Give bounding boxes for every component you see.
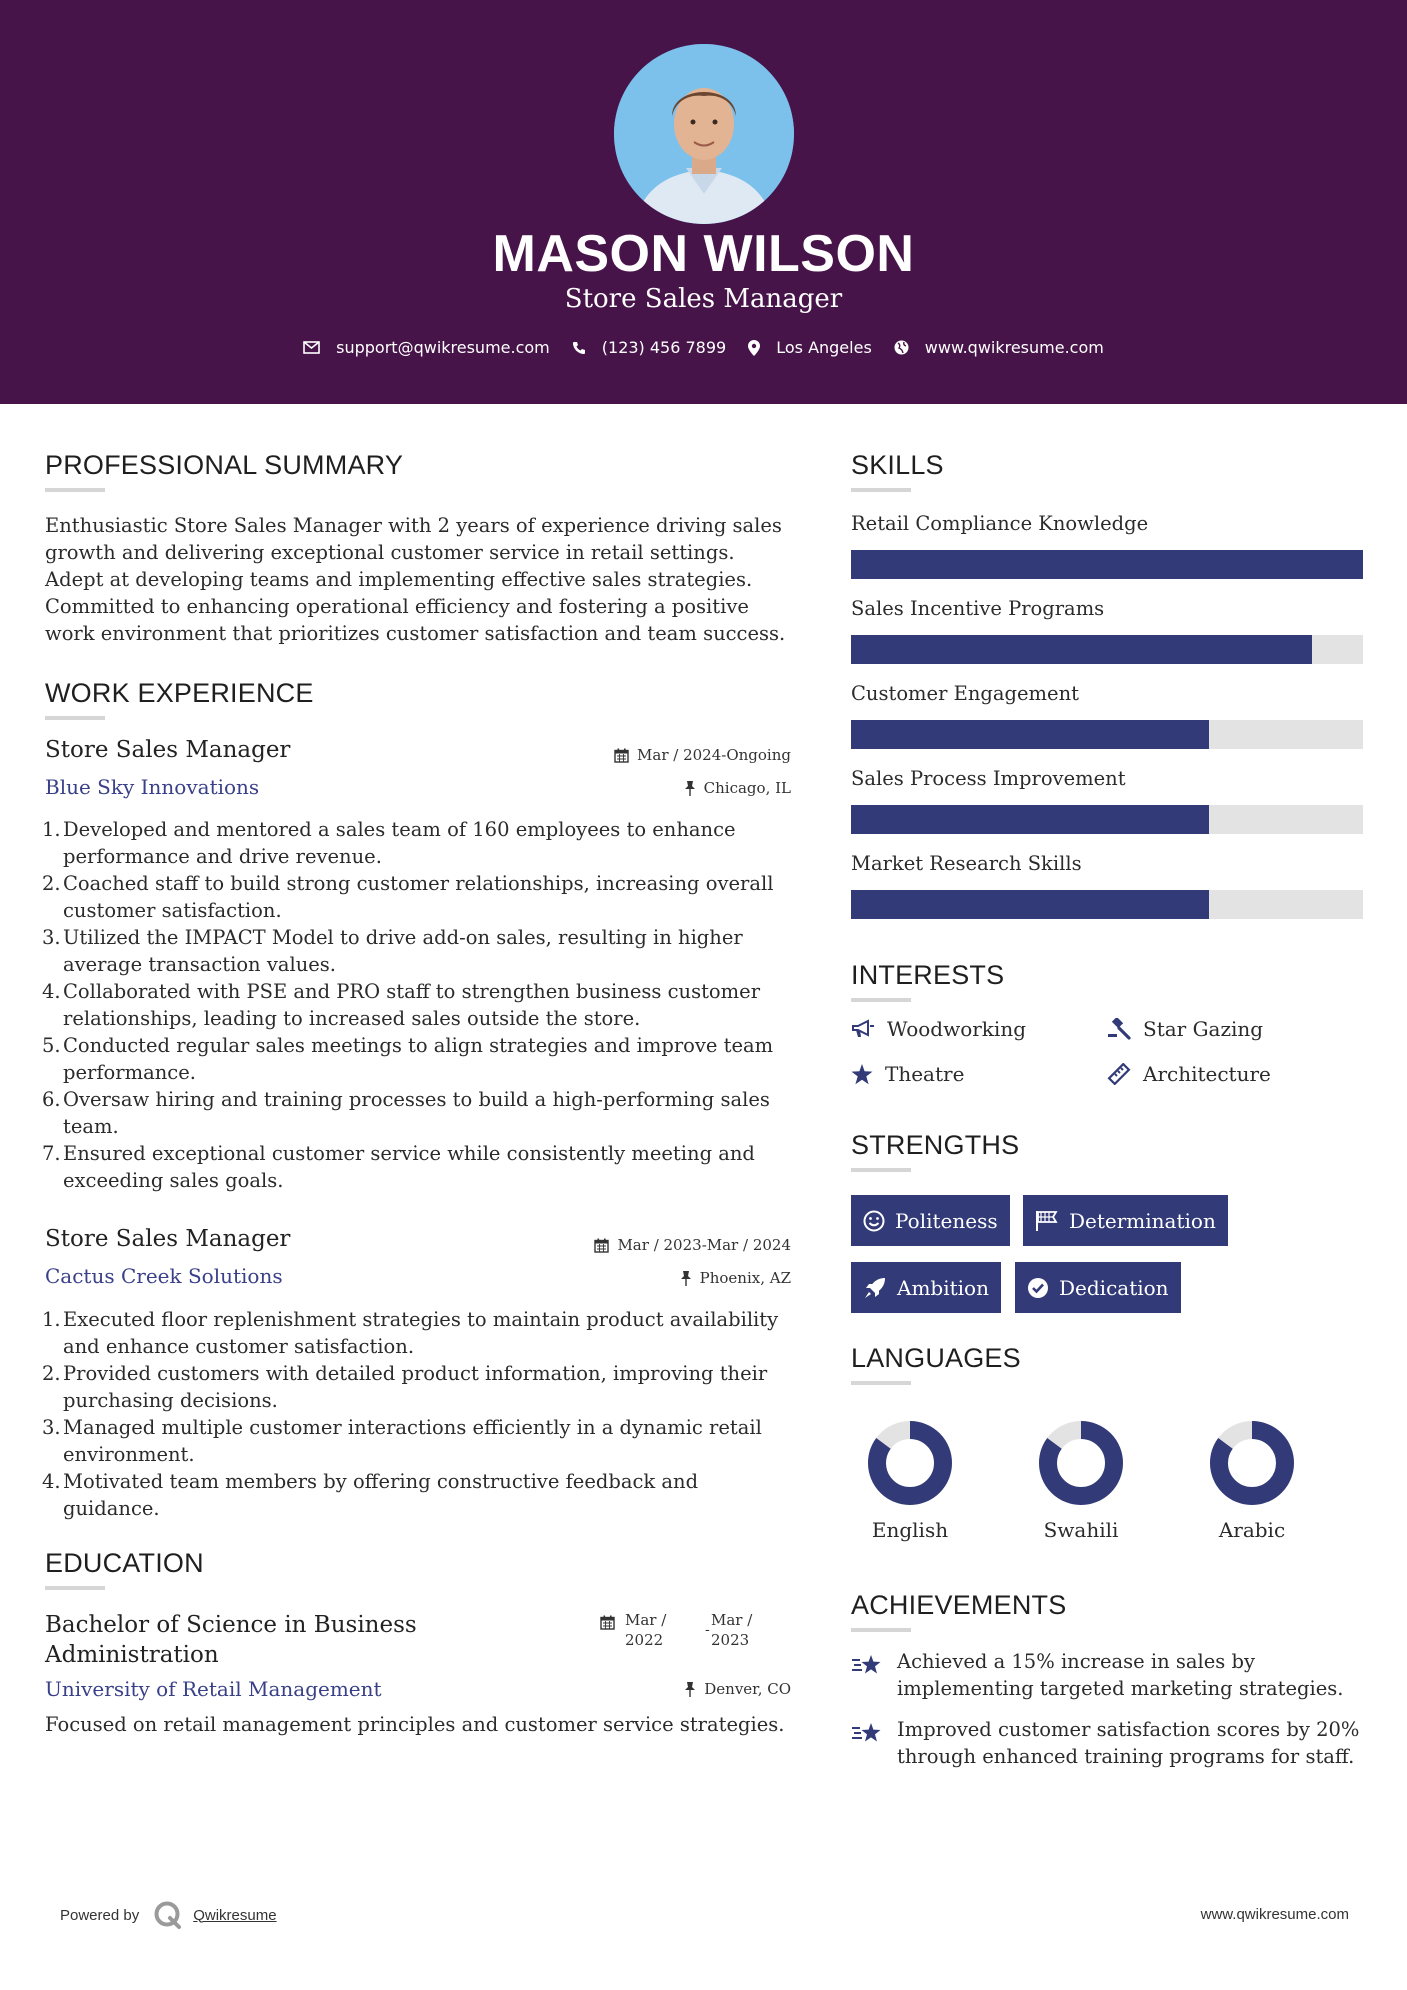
date-separator: - — [705, 1622, 710, 1638]
experience-heading: WORK EXPERIENCE — [45, 678, 314, 708]
skill-bar-fill — [851, 805, 1209, 834]
skill-bar-fill — [851, 720, 1209, 749]
rocket-icon — [863, 1276, 887, 1300]
contact-bar — [0, 338, 1407, 357]
job-dates: Mar / 2023-Mar / 2024 — [594, 1236, 791, 1254]
list-item: 2. Provided customers with detailed product information, improving their purchasing decisions. — [42, 1362, 768, 1412]
calendar-icon — [614, 748, 629, 763]
list-item: 3. Utilized the IMPACT Model to drive add-on sales, resulting in higher average transaction values. — [42, 926, 743, 976]
ruler-icon — [1107, 1063, 1131, 1085]
map-pin-icon — [748, 340, 760, 356]
pushpin-icon — [680, 1271, 692, 1286]
language-proficiency-ring — [867, 1420, 953, 1506]
section-divider — [851, 1381, 911, 1385]
job-title: Store Sales Manager — [45, 737, 291, 763]
summary-text: Enthusiastic Store Sales Manager with 2 years of experience driving sales growth and delivering exceptional customer service in retail settings. Adept at developing teams and implementing effective sales strategies. Committed to enhancing operational efficiency and fostering a positive work environment that prioritizes customer satisfaction and team success. — [45, 514, 786, 645]
section-divider — [45, 716, 105, 720]
achievement-item: Achieved a 15% increase in sales by implementing targeted marketing strategies. — [851, 1648, 1371, 1702]
shooting-star-icon — [851, 1652, 883, 1678]
skill-name: Sales Process Improvement — [851, 767, 1126, 790]
list-item: 6. Oversaw hiring and training processes to build a high-performing sales team. — [42, 1088, 770, 1138]
skill-bar-fill — [851, 550, 1363, 579]
list-item: 2. Coached staff to build strong customer relationships, increasing overall customer satisfaction. — [42, 872, 774, 922]
footer-url[interactable]: www.qwikresume.com — [1200, 1906, 1349, 1923]
megaphone-icon — [851, 1019, 875, 1039]
list-item: 4. Collaborated with PSE and PRO staff to strengthen business customer relationships, leading to increased sales outside the store. — [42, 980, 761, 1030]
list-item: 3. Managed multiple customer interactions efficiently in a dynamic retail environment. — [42, 1416, 762, 1466]
pushpin-icon — [684, 781, 696, 796]
education-end-date: Mar / 2023 — [711, 1611, 753, 1649]
interest-item: Theatre — [851, 1062, 964, 1086]
section-divider — [45, 488, 105, 492]
skill-bar — [851, 635, 1363, 664]
section-divider — [851, 1628, 911, 1632]
profile-photo — [614, 44, 794, 224]
skill-name: Retail Compliance Knowledge — [851, 512, 1149, 535]
section-divider — [851, 1168, 911, 1172]
resume-header — [0, 0, 1407, 404]
degree-title: Bachelor of Science in Business Administration — [45, 1612, 417, 1668]
language-name: Swahili — [1043, 1518, 1119, 1542]
language-item — [860, 1420, 960, 1542]
job-company: Blue Sky Innovations — [45, 775, 260, 799]
language-proficiency-ring — [1209, 1420, 1295, 1506]
candidate-name: MASON WILSON — [492, 225, 915, 283]
skill-bar — [851, 720, 1363, 749]
language-name: Arabic — [1218, 1518, 1286, 1542]
section-divider — [45, 1586, 105, 1590]
job-company: Cactus Creek Solutions — [45, 1264, 283, 1288]
contact-email[interactable]: support@qwikresume.com — [303, 338, 550, 357]
education-heading: EDUCATION — [45, 1548, 204, 1578]
skill-name: Market Research Skills — [851, 852, 1082, 875]
skill-bar — [851, 805, 1363, 834]
check-circle-icon — [1027, 1277, 1049, 1299]
language-item — [1031, 1420, 1131, 1542]
shooting-star-icon — [851, 1720, 883, 1746]
job-location: Phoenix, AZ — [680, 1269, 791, 1287]
list-item: 7. Ensured exceptional customer service while consistently meeting and exceeding sales goals. — [42, 1142, 755, 1192]
skill-bar-fill — [851, 635, 1312, 664]
strength-chip: Politeness — [851, 1195, 1010, 1246]
pushpin-icon — [684, 1682, 696, 1697]
footer-branding — [60, 1900, 277, 1930]
calendar-icon — [600, 1615, 615, 1634]
list-item: 4. Motivated team members by offering constructive feedback and guidance. — [42, 1470, 699, 1520]
skill-bar-fill — [851, 890, 1209, 919]
job-responsibilities — [38, 816, 798, 1194]
phone-icon — [572, 341, 586, 355]
language-name: English — [871, 1518, 949, 1542]
gavel-icon — [1107, 1018, 1131, 1040]
flag-icon — [1035, 1210, 1059, 1232]
education-description: Focused on retail management principles and customer service strategies. — [45, 1713, 785, 1736]
strength-chip: Determination — [1023, 1195, 1228, 1246]
interests-heading: INTERESTS — [851, 960, 1005, 990]
section-divider — [851, 488, 911, 492]
strength-chip: Dedication — [1015, 1262, 1181, 1313]
contact-website[interactable]: www.qwikresume.com — [894, 338, 1104, 357]
skills-heading: SKILLS — [851, 450, 944, 480]
language-proficiency-ring — [1038, 1420, 1124, 1506]
job-dates: Mar / 2024-Ongoing — [614, 746, 791, 764]
job-location: Chicago, IL — [684, 779, 791, 797]
skill-bar — [851, 890, 1363, 919]
list-item: 1. Executed floor replenishment strategies to maintain product availability and enhance customer satisfaction. — [42, 1308, 779, 1358]
interest-item: Star Gazing — [1107, 1017, 1263, 1041]
powered-by-label: Powered by — [60, 1906, 140, 1924]
school-name: University of Retail Management — [45, 1677, 382, 1701]
skill-name: Customer Engagement — [851, 682, 1079, 705]
education-start-date: Mar / 2022 — [625, 1611, 667, 1649]
list-item: 5. Conducted regular sales meetings to align strategies and improve team performance. — [42, 1034, 774, 1084]
strengths-heading: STRENGTHS — [851, 1130, 1020, 1160]
languages-heading: LANGUAGES — [851, 1343, 1021, 1373]
calendar-icon — [594, 1238, 609, 1253]
section-divider — [851, 998, 911, 1002]
job-title: Store Sales Manager — [45, 1226, 291, 1252]
interest-item: Architecture — [1107, 1062, 1271, 1086]
skill-name: Sales Incentive Programs — [851, 597, 1105, 620]
strength-chip: Ambition — [851, 1262, 1001, 1313]
list-item: 1. Developed and mentored a sales team of 160 employees to enhance performance and drive revenue. — [42, 818, 736, 868]
qwikresume-logo-icon — [153, 1900, 183, 1930]
interest-item: Woodworking — [851, 1017, 1026, 1041]
achievement-item: Improved customer satisfaction scores by 20% through enhanced training programs for staff. — [851, 1716, 1371, 1770]
job-responsibilities — [38, 1306, 798, 1522]
skill-bar — [851, 550, 1363, 579]
summary-heading: PROFESSIONAL SUMMARY — [45, 450, 404, 480]
language-item — [1202, 1420, 1302, 1542]
star-icon — [851, 1064, 873, 1085]
globe-icon — [894, 340, 909, 355]
smile-icon — [863, 1210, 885, 1232]
candidate-title: Store Sales Manager — [564, 284, 843, 314]
education-location: Denver, CO — [684, 1680, 791, 1698]
qwikresume-link[interactable]: Qwikresume — [193, 1906, 277, 1924]
achievements-heading: ACHIEVEMENTS — [851, 1590, 1067, 1620]
envelope-icon — [303, 341, 320, 354]
contact-phone[interactable]: (123) 456 7899 — [572, 338, 726, 357]
contact-location: Los Angeles — [748, 338, 872, 357]
